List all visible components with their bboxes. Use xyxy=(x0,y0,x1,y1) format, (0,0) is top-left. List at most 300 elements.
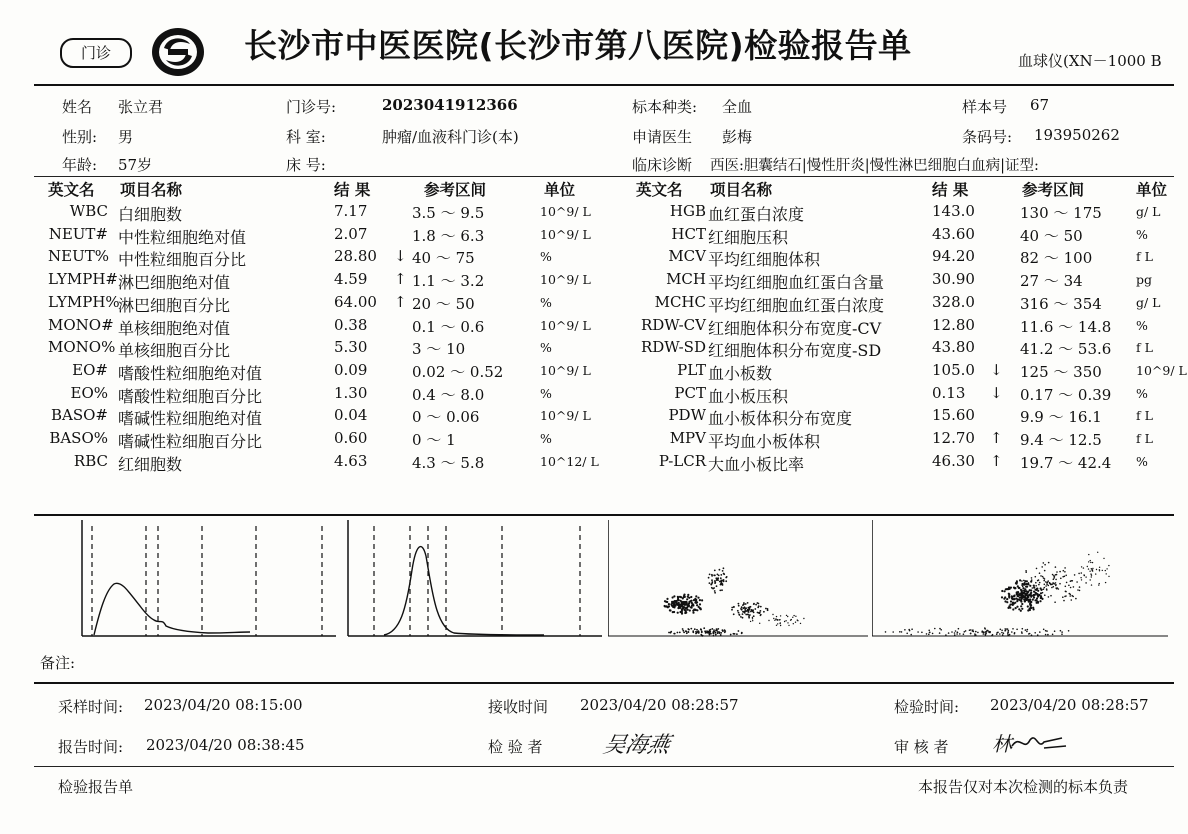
scatter-dot xyxy=(901,631,903,633)
scatter-dot xyxy=(1091,568,1092,569)
scatter-dot xyxy=(755,604,757,606)
test-unit: 10^12/ L xyxy=(540,453,599,469)
scatter-dot xyxy=(1021,631,1023,633)
scatter-dot xyxy=(752,617,753,618)
scatter-dot xyxy=(760,610,762,612)
test-name: 嗜酸性粒细胞百分比 xyxy=(118,386,263,406)
scatter-dot xyxy=(975,631,977,633)
test-code: WBC xyxy=(69,202,108,220)
scatter-dot xyxy=(723,567,725,569)
scatter-dot xyxy=(1045,581,1047,583)
scatter-dot xyxy=(744,608,746,610)
scatter-dot xyxy=(698,606,700,608)
reference-range: 9.4 ～ 12.5 xyxy=(1020,431,1102,449)
scatter-dot xyxy=(973,631,975,633)
scatter-dot xyxy=(1039,572,1041,574)
scatter-dot xyxy=(1103,558,1104,559)
scatter-dot xyxy=(1016,606,1018,608)
scatter-dot xyxy=(1099,567,1100,568)
reference-range: 3 ～ 10 xyxy=(412,340,466,359)
scatter-dot xyxy=(1028,584,1030,586)
scatter-dot xyxy=(1008,630,1010,632)
scatter-dot xyxy=(671,602,673,604)
scatter-dot xyxy=(1055,582,1057,584)
scatter-dot xyxy=(954,632,956,634)
scatter-dot xyxy=(985,631,987,633)
tester-label: 检 验 者 xyxy=(488,738,543,756)
test-name: 红细胞数 xyxy=(118,454,183,474)
scatter-dot xyxy=(1015,607,1017,609)
scatter-dot xyxy=(954,634,956,636)
scatter-dot xyxy=(1031,577,1033,579)
scatter-dot xyxy=(707,632,709,634)
scatter-dot xyxy=(1025,586,1027,588)
scatter-dot xyxy=(720,634,722,636)
scatter-dot xyxy=(669,609,671,611)
test-unit: 10^9/ L xyxy=(540,317,591,333)
scatter-dot xyxy=(996,633,998,635)
scatter-dot xyxy=(1088,568,1089,569)
sample-no: 67 xyxy=(1030,96,1050,114)
scatter-dot xyxy=(1090,560,1091,561)
scatter-dot xyxy=(1097,552,1098,553)
name-label: 姓名 xyxy=(62,98,93,116)
scatter-dot xyxy=(1037,590,1039,592)
scatter-dot xyxy=(1091,576,1092,577)
scatter-dot xyxy=(720,574,722,576)
test-unit: % xyxy=(1136,317,1148,333)
test-name: 嗜酸性粒细胞绝对值 xyxy=(118,363,263,383)
scatter-dot xyxy=(1044,587,1046,589)
scatter-dot xyxy=(1028,633,1030,635)
scatter-dot xyxy=(793,615,794,616)
scatter-dot xyxy=(1064,567,1066,569)
scatter-dot xyxy=(1039,631,1041,633)
scatter-dot xyxy=(713,633,715,635)
dept-label: 科 室: xyxy=(286,128,326,146)
scatter-dot xyxy=(715,577,717,579)
scatter-dot xyxy=(677,612,679,614)
reference-range: 4.3 ～ 5.8 xyxy=(412,453,485,472)
instrument-name: 血球仪(XN－1000 B xyxy=(1018,52,1162,70)
scatter-dot xyxy=(1013,602,1015,604)
scatter-dot xyxy=(1030,601,1032,603)
scatter-dot xyxy=(723,573,725,575)
scatter-dot xyxy=(911,628,913,630)
scatter-dot xyxy=(1024,588,1026,590)
scatter-dot xyxy=(738,614,740,616)
scatter-dot xyxy=(1036,568,1038,570)
scatter-dot xyxy=(713,635,715,637)
scatter-dot xyxy=(696,601,698,603)
col-range-right: 参考区间 xyxy=(1022,180,1085,199)
scatter-dot xyxy=(1071,599,1073,601)
reference-range: 1.8 ～ 6.3 xyxy=(412,226,485,245)
test-unit: f L xyxy=(1136,431,1153,446)
scatter-dot xyxy=(716,585,718,587)
scatter-dot xyxy=(1065,591,1067,593)
test-code: PDW xyxy=(668,406,706,425)
scatter-dot xyxy=(972,629,974,631)
test-value: 0.60 xyxy=(334,429,368,447)
scatter-dot xyxy=(1050,595,1052,597)
reference-range: 0 ～ 1 xyxy=(412,431,456,449)
scatter-dot xyxy=(681,601,683,603)
test-value: 43.60 xyxy=(932,224,975,243)
reference-range: 1.1 ～ 3.2 xyxy=(412,272,485,291)
scatter-dot xyxy=(1078,573,1080,575)
test-code: MCV xyxy=(668,247,706,266)
test-value: 4.63 xyxy=(334,451,368,470)
scatter-dot xyxy=(1105,582,1106,583)
scatter-dot xyxy=(899,631,901,633)
test-unit: % xyxy=(1136,453,1148,469)
scatter-dot xyxy=(723,581,725,583)
scatter-dot xyxy=(690,606,692,608)
scatter-dot xyxy=(720,577,722,579)
scatter-dot xyxy=(743,611,745,613)
scatter-dot xyxy=(1073,586,1075,588)
scatter-dot xyxy=(713,574,715,576)
reference-range: 82 ～ 100 xyxy=(1020,249,1093,268)
scatter-dot xyxy=(750,621,751,622)
scatter-dot xyxy=(689,609,691,611)
scatter-dot xyxy=(780,625,781,626)
scatter-dot xyxy=(1047,634,1049,636)
scatter-dot xyxy=(668,632,670,634)
scatter-dot xyxy=(1033,608,1035,610)
test-name: 血红蛋白浓度 xyxy=(708,205,805,224)
scatter-dot xyxy=(1079,586,1081,588)
test-value: 28.80 xyxy=(334,247,377,266)
scatter-dot xyxy=(745,603,747,605)
scatter-dot xyxy=(690,628,692,630)
scatter-dot xyxy=(1012,608,1014,610)
test-unit: pg xyxy=(1136,272,1153,288)
scatter-dot xyxy=(721,589,723,591)
test-unit: % xyxy=(540,294,552,310)
test-code: RDW-SD xyxy=(640,338,706,357)
scatter-dot xyxy=(689,600,691,602)
report-time-label: 报告时间: xyxy=(58,738,124,756)
scatter-dot xyxy=(892,631,894,633)
scatter-dot xyxy=(695,633,697,635)
scatter-dot xyxy=(1091,569,1092,570)
scatter-dot xyxy=(1039,600,1041,602)
scatter-dot xyxy=(701,635,703,637)
scatter-dot xyxy=(1106,573,1107,574)
scatter-dot xyxy=(664,600,666,602)
scatter-dot xyxy=(704,630,706,632)
scatter-dot xyxy=(1037,634,1039,636)
test-code: BASO% xyxy=(49,429,108,447)
test-name: 红细胞体积分布宽度-SD xyxy=(708,341,882,361)
scatter-dot xyxy=(1080,577,1081,578)
scatter-dot xyxy=(1006,588,1008,590)
scatter-dot xyxy=(1025,629,1027,631)
scatter-dot xyxy=(773,618,774,619)
test-name: 平均红细胞血红蛋白浓度 xyxy=(708,295,885,315)
scatter-dot xyxy=(752,618,753,619)
scatter-dot xyxy=(965,630,967,632)
scatter-dot xyxy=(1030,604,1032,606)
scatter-dot xyxy=(1001,590,1003,592)
scatter-dot xyxy=(679,607,681,609)
test-unit: 10^9/ L xyxy=(540,362,591,378)
scatter-dot xyxy=(1018,599,1020,601)
scatter-dot xyxy=(926,633,928,635)
scatter-dot xyxy=(714,592,716,594)
col-result-right: 结 果 xyxy=(932,180,969,199)
test-name: 淋巴细胞百分比 xyxy=(118,295,231,315)
scatter-dot xyxy=(1079,590,1081,592)
test-value: 12.70 xyxy=(932,429,975,447)
scatter-dot xyxy=(1055,579,1057,581)
scatter-dot xyxy=(785,620,786,621)
test-value: 0.04 xyxy=(334,406,368,425)
scatter-dot xyxy=(696,609,698,611)
scatter-dot xyxy=(1038,595,1040,597)
scatter-dot xyxy=(1021,608,1023,610)
wnr-scattergram xyxy=(872,520,1172,638)
test-value: 0.13 xyxy=(932,383,966,402)
scatter-dot xyxy=(749,614,751,616)
test-value: 15.60 xyxy=(932,406,975,425)
scatter-dot xyxy=(1089,571,1090,572)
patient-name: 张立君 xyxy=(118,98,164,116)
scatter-dot xyxy=(708,577,710,579)
reviewer-signature: 林 xyxy=(992,726,1072,760)
scatter-dot xyxy=(765,608,767,610)
scatter-dot xyxy=(1003,632,1005,634)
scatter-dot xyxy=(1021,580,1023,582)
scatter-dot xyxy=(1036,600,1038,602)
scatter-dot xyxy=(711,587,713,589)
scatter-dot xyxy=(1007,607,1009,609)
scatter-dot xyxy=(988,632,990,634)
scatter-dot xyxy=(688,631,690,633)
scatter-dot xyxy=(695,631,697,633)
abnormal-flag: ↓ xyxy=(394,247,407,266)
barcode: 193950262 xyxy=(1034,126,1120,144)
scatter-dot xyxy=(711,579,713,581)
footer-right: 本报告仅对本次检测的标本负责 xyxy=(918,778,1129,796)
scatter-dot xyxy=(1044,584,1046,586)
test-code: MCH xyxy=(666,270,706,289)
scatter-dot xyxy=(955,630,957,632)
scatter-dot xyxy=(1004,590,1006,592)
scatter-dot xyxy=(777,619,778,620)
scatter-dot xyxy=(730,634,732,636)
test-code: PLT xyxy=(677,360,706,379)
scatter-dot xyxy=(696,604,698,606)
scatter-dot xyxy=(1095,573,1096,574)
scatter-dot xyxy=(686,598,688,600)
test-value: 5.30 xyxy=(334,338,368,357)
scatter-dot xyxy=(719,581,721,583)
scatter-dot xyxy=(1013,595,1015,597)
scatter-dot xyxy=(1027,605,1029,607)
scatter-dot xyxy=(1036,592,1038,594)
scatter-dot xyxy=(939,628,941,630)
scatter-dot xyxy=(1090,562,1091,563)
scatter-dot xyxy=(784,621,785,622)
scatter-dot xyxy=(1023,598,1025,600)
scatter-dot xyxy=(1047,582,1049,584)
scatter-dot xyxy=(1054,576,1056,578)
scatter-dot xyxy=(928,630,930,632)
report-title: 长沙市中医医院(长沙市第八医院)检验报告单 xyxy=(244,26,912,65)
scatter-dot xyxy=(742,617,744,619)
scatter-dot xyxy=(1037,580,1039,582)
scatter-dot xyxy=(714,590,716,592)
scatter-dot xyxy=(1015,582,1017,584)
scatter-dot xyxy=(722,630,724,632)
test-name: 血小板体积分布宽度 xyxy=(708,409,853,429)
scatter-dot xyxy=(984,628,986,630)
scatter-dot xyxy=(1092,562,1093,563)
scatter-dot xyxy=(731,607,733,609)
test-unit: f L xyxy=(1136,408,1153,424)
scatter-dot xyxy=(711,575,713,577)
dept: 肿瘤/血液科门诊(本) xyxy=(382,128,519,146)
scatter-dot xyxy=(677,596,679,598)
scatter-dot xyxy=(1052,634,1054,636)
scatter-dot xyxy=(957,632,959,634)
test-unit: % xyxy=(540,431,552,446)
scatter-dot xyxy=(1083,567,1084,568)
scatter-dot xyxy=(682,630,684,632)
col-range-left: 参考区间 xyxy=(424,180,487,199)
scatter-dot xyxy=(719,569,721,571)
scatter-dot xyxy=(904,629,906,631)
scatter-dot xyxy=(677,632,679,634)
scatter-dot xyxy=(774,620,775,621)
scatter-dot xyxy=(797,619,798,620)
scatter-dot xyxy=(1030,592,1032,594)
scatter-dot xyxy=(738,603,740,605)
scatter-dot xyxy=(1081,579,1082,580)
scatter-dot xyxy=(1005,630,1007,632)
test-name: 单核细胞百分比 xyxy=(118,341,231,361)
scatter-dot xyxy=(1025,584,1027,586)
test-unit: % xyxy=(540,385,552,401)
scatter-dot xyxy=(759,612,761,614)
scatter-dot xyxy=(1091,575,1092,576)
test-unit: 10^9/ L xyxy=(540,408,591,424)
scatter-dot xyxy=(692,631,694,633)
scatter-dot xyxy=(1027,591,1029,593)
scatter-dot xyxy=(1072,580,1074,582)
scatter-dot xyxy=(1006,628,1008,630)
test-code: HGB xyxy=(669,202,706,220)
scatter-dot xyxy=(1035,589,1037,591)
scatter-dot xyxy=(1026,631,1028,633)
scatter-dot xyxy=(714,582,716,584)
sex-label: 性别: xyxy=(62,128,98,146)
scatter-dot xyxy=(779,623,780,624)
scatter-dot xyxy=(1033,587,1035,589)
scatter-dot xyxy=(1011,597,1013,599)
scatter-dot xyxy=(1077,589,1079,591)
scatter-dot xyxy=(1016,600,1018,602)
scatter-dot xyxy=(934,628,936,630)
test-unit: g/ L xyxy=(1136,294,1161,310)
scatter-dot xyxy=(982,630,984,632)
scatter-dot xyxy=(714,570,716,572)
doctor: 彭梅 xyxy=(722,128,753,146)
reference-range: 0.4 ～ 8.0 xyxy=(412,385,485,404)
wdf-scattergram xyxy=(608,520,870,638)
scatter-dot xyxy=(969,629,971,631)
scatter-dot xyxy=(777,623,778,624)
scatter-dot xyxy=(1001,632,1003,634)
test-value: 43.80 xyxy=(932,338,975,357)
scatter-dot xyxy=(803,618,804,619)
test-value: 105.0 xyxy=(932,360,975,379)
reference-range: 130 ～ 175 xyxy=(1020,204,1102,222)
scatter-dot xyxy=(1064,571,1066,573)
scatter-dot xyxy=(977,632,979,634)
scatter-dot xyxy=(1051,583,1053,585)
test-value: 46.30 xyxy=(932,451,975,470)
scatter-dot xyxy=(1055,585,1057,587)
scatter-dot xyxy=(700,628,702,630)
scatter-dot xyxy=(939,632,941,634)
reference-range: 41.2 ～ 53.6 xyxy=(1020,340,1112,359)
reference-range: 20 ～ 50 xyxy=(412,294,475,313)
scatter-dot xyxy=(682,628,684,630)
scatter-dot xyxy=(932,633,934,635)
scatter-dot xyxy=(742,604,744,606)
scatter-dot xyxy=(682,597,684,599)
scatter-dot xyxy=(964,631,966,633)
scatter-dot xyxy=(713,587,715,589)
scatter-dot xyxy=(738,605,740,607)
scatter-dot xyxy=(1068,585,1070,587)
scatter-dot xyxy=(1060,578,1062,580)
scatter-dot xyxy=(1070,587,1072,589)
scatter-dot xyxy=(1044,564,1046,566)
scatter-dot xyxy=(999,633,1001,635)
scatter-dot xyxy=(992,634,994,636)
scatter-dot xyxy=(1006,601,1008,603)
scatter-dot xyxy=(1106,568,1107,569)
scatter-dot xyxy=(1009,634,1011,636)
scatter-dot xyxy=(1072,596,1074,598)
remark-label: 备注: xyxy=(40,654,76,672)
scatter-dot xyxy=(1041,566,1043,568)
scatter-dot xyxy=(1054,601,1056,603)
scatter-dot xyxy=(1007,631,1009,633)
scatter-dot xyxy=(684,602,686,604)
test-code: EO# xyxy=(72,360,108,379)
test-unit: % xyxy=(1136,226,1148,242)
scatter-dot xyxy=(760,606,762,608)
abnormal-flag: ↓ xyxy=(990,360,1003,379)
scatter-dot xyxy=(906,633,908,635)
reference-range: 27 ～ 34 xyxy=(1020,272,1083,291)
test-code: MONO% xyxy=(48,338,116,357)
scatter-dot xyxy=(1085,582,1087,584)
reference-range: 0 ～ 0.06 xyxy=(412,408,480,427)
scatter-dot xyxy=(1010,600,1012,602)
scatter-dot xyxy=(779,619,780,620)
scatter-dot xyxy=(885,631,887,633)
collect-time: 2023/04/20 08:15:00 xyxy=(144,696,303,714)
test-name: 红细胞压积 xyxy=(708,227,789,247)
scatter-dot xyxy=(1022,586,1024,588)
